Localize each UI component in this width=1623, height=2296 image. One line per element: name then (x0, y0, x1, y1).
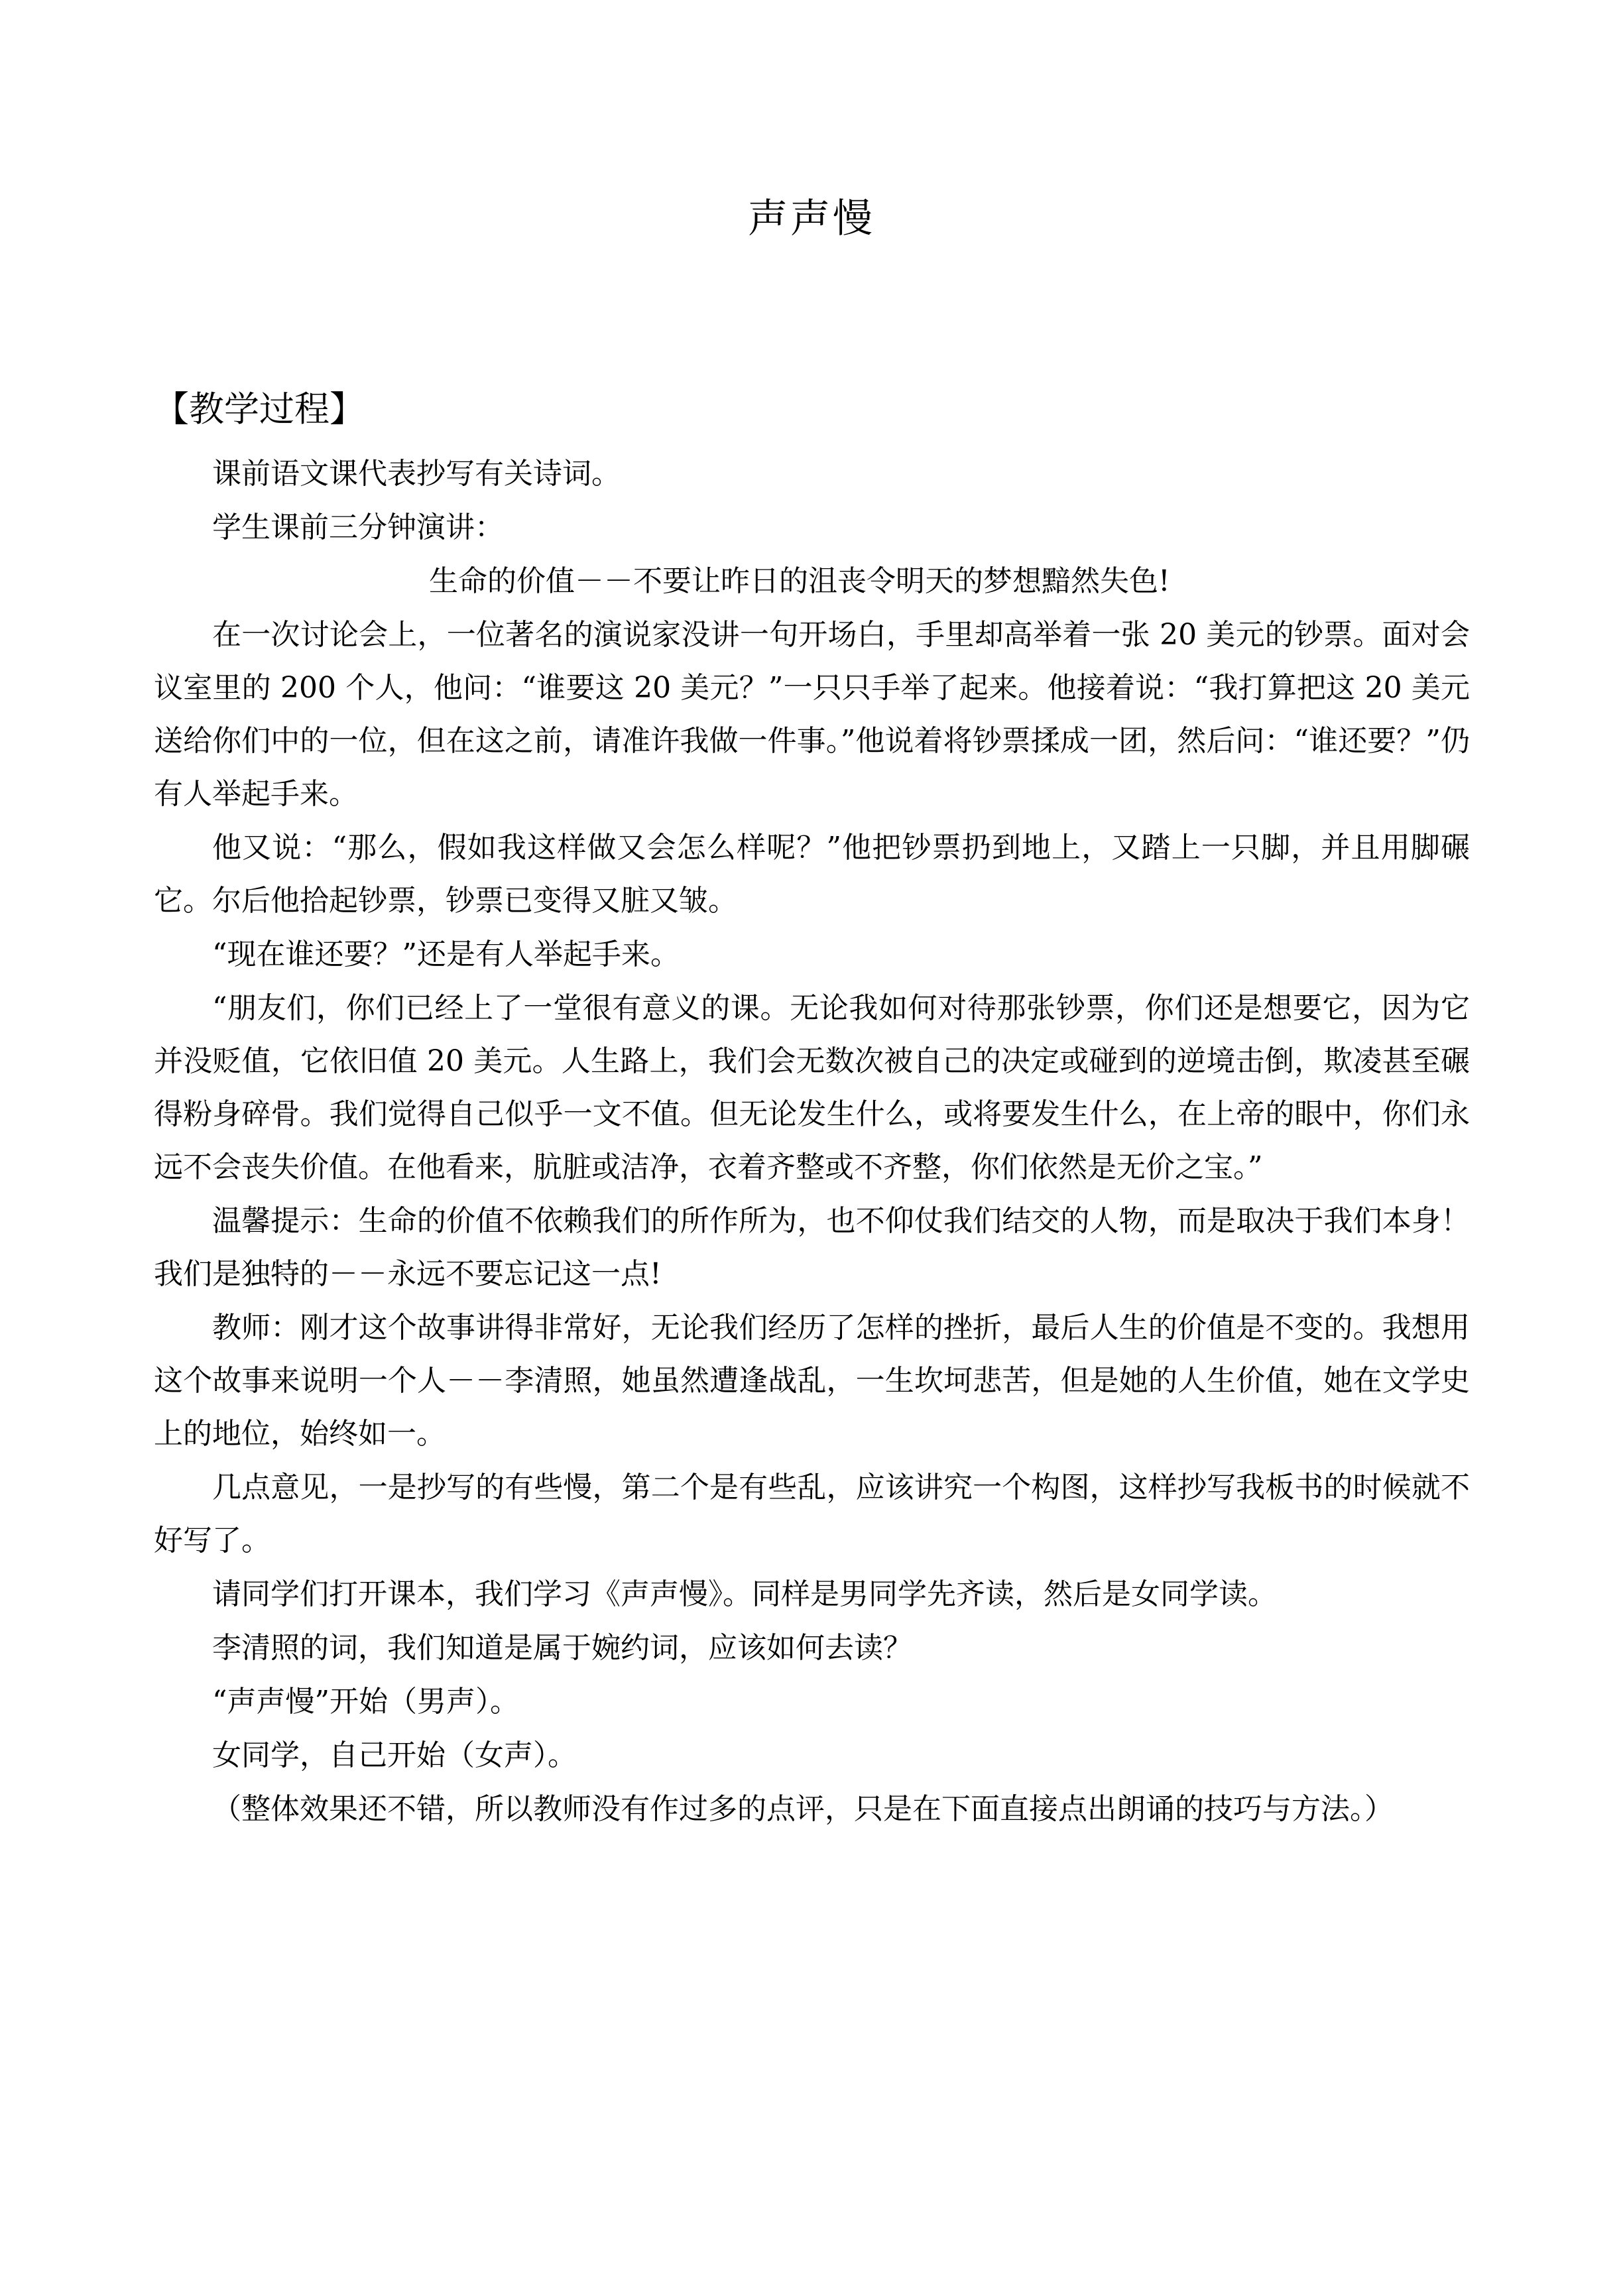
paragraph: 李清照的词，我们知道是属于婉约词，应该如何去读？ (212, 1631, 912, 1665)
paragraph: 温馨提示：生命的价值不依赖我们的所作所为，也不仰仗我们结交的人物，而是取决于我们本身！我们是独特的－－永远不要忘记这一点! (154, 1204, 1470, 1291)
paragraph: 课前语文课代表抄写有关诗词。 (212, 457, 621, 491)
paragraph: 请同学们打开课本，我们学习《声声慢》。同样是男同学先齐读，然后是女同学读。 (212, 1577, 1277, 1611)
speech-title: 生命的价值－－不要让昨日的沮丧令明天的梦想黯然失色! (429, 564, 1170, 598)
paragraph: 教师：刚才这个故事讲得非常好，无论我们经历了怎样的挫折，最后人生的价值是不变的。我想用这个故事来说明一个人－－李清照，她虽然遭逢战乱，一生坎坷悲苦，但是她的人生价值，她在文学史上的地位，始终如一。 (154, 1311, 1470, 1451)
paragraph: “朋友们，你们已经上了一堂很有意义的课。无论我如何对待那张钞票，你们还是想要它，因为它并没贬值，它依旧值 20 美元。人生路上，我们会无数次被自己的决定或碰到的逆境击倒，欺凌甚至碾得粉身碎骨。我们觉得自己似乎一文不值。但无论发生什么，或将要发生什么，在上帝的眼中，你们永远不会丧失价值。在他看来，肮脏或洁净，衣着齐整或不齐整，你们依然是无价之宝。” (154, 991, 1470, 1184)
paragraph: 学生课前三分钟演讲： (212, 511, 504, 544)
document-title: 声声慢 (748, 196, 875, 242)
paragraph: （整体效果还不错，所以教师没有作过多的点评，只是在下面直接点出朗诵的技巧与方法。） (212, 1792, 1394, 1826)
document-body (154, 448, 1470, 1837)
section-heading: 【教学过程】 (154, 389, 365, 430)
paragraph: 他又说：“那么，假如我这样做又会怎么样呢？”他把钞票扔到地上，又踏上一只脚，并且用脚碾它。尔后他拾起钞票，钞票已变得又脏又皱。 (154, 831, 1470, 918)
paragraph: 在一次讨论会上，一位著名的演说家没讲一句开场白，手里却高举着一张 20 美元的钞票。面对会议室里的 200 个人，他问：“谁要这 20 美元？”一只只手举了起来。他接着说：“我打算把这 20 美元送给你们中的一位，但在这之前，请准许我做一件事。”他说着将钞票揉成一团，然后问：“谁还要？”仍有人举起手来。 (154, 618, 1470, 811)
paragraph: 女同学，自己开始（女声）。 (212, 1738, 577, 1772)
paragraph: “现在谁还要？”还是有人举起手来。 (212, 937, 680, 971)
paragraph: 几点意见，一是抄写的有些慢，第二个是有些乱，应该讲究一个构图，这样抄写我板书的时候就不好写了。 (154, 1471, 1470, 1557)
paragraph: “声声慢”开始（男声）。 (212, 1685, 519, 1719)
